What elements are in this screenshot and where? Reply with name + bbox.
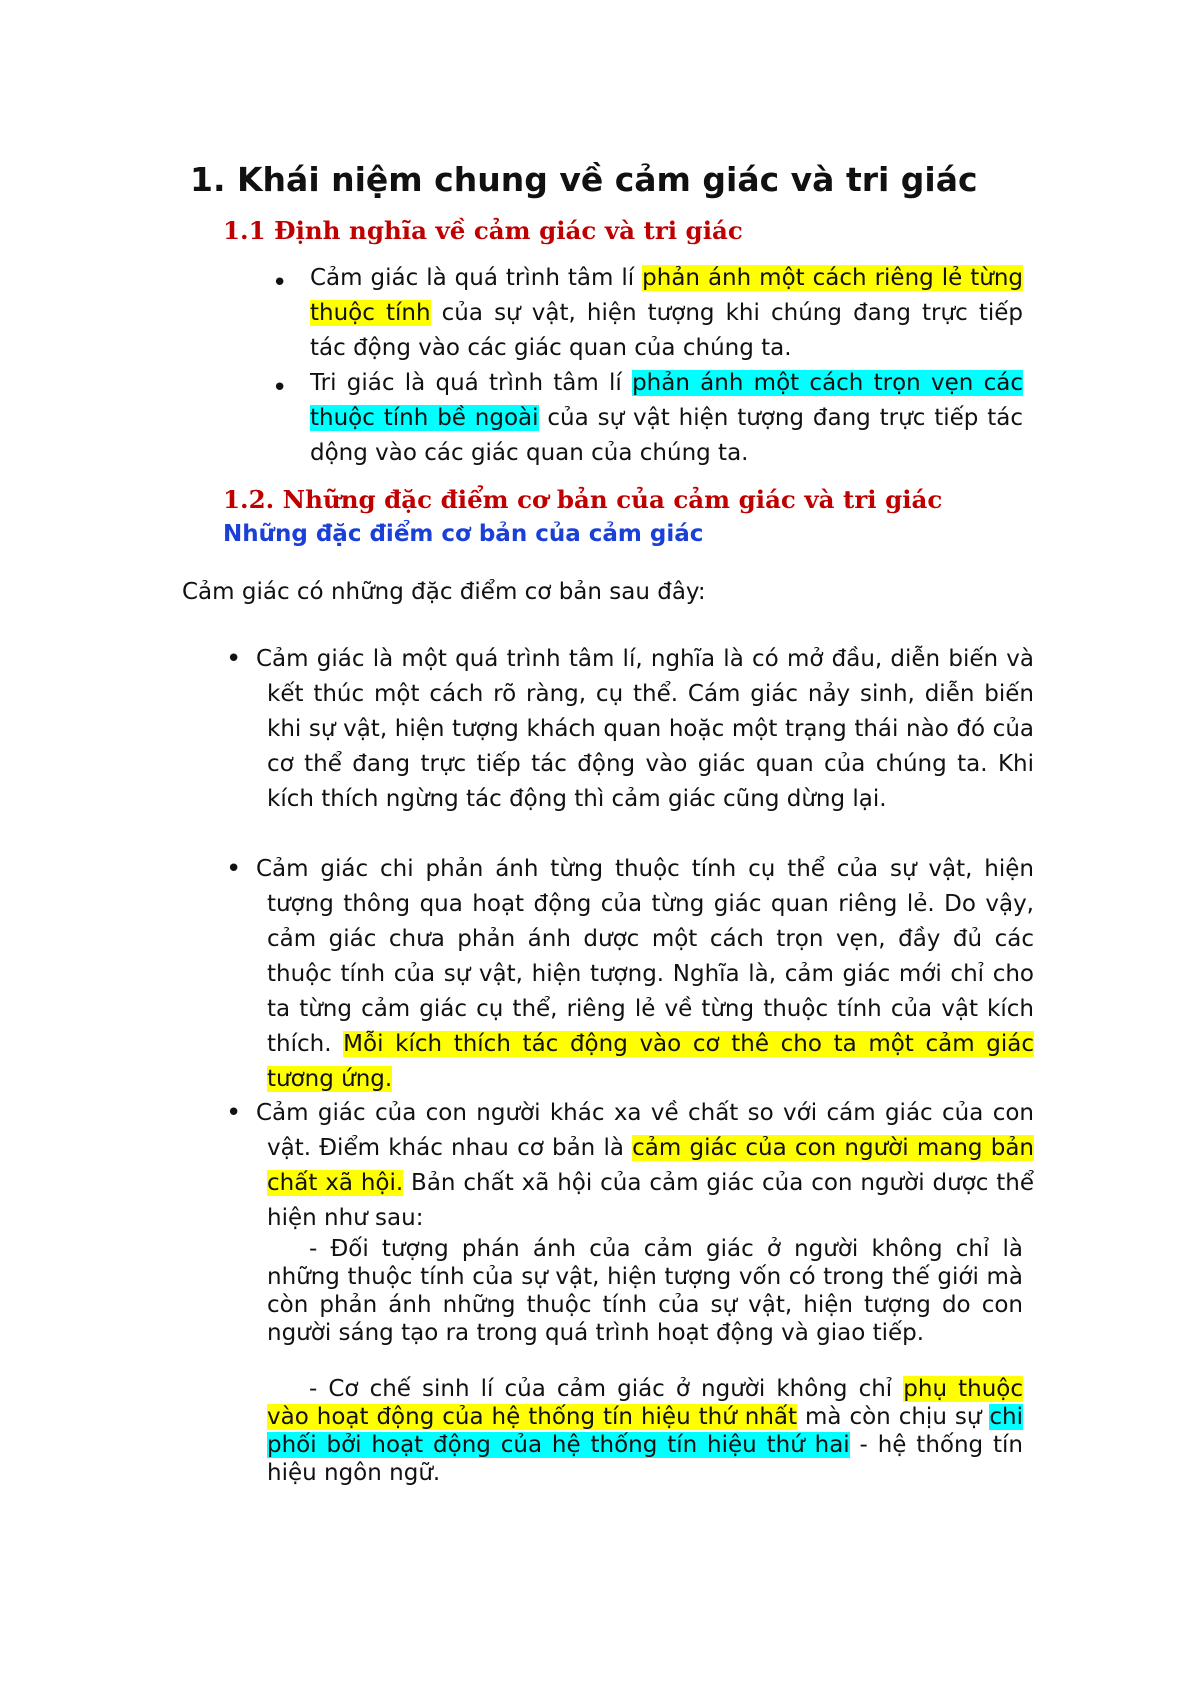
highlight-cyan: chi phối bởi hoạt động của hệ thống tín hiệu thứ hai xyxy=(267,1404,1023,1458)
text: Cảm giác là quá trình tâm lí xyxy=(310,265,643,291)
highlight-yellow: Mỗi kích thích tác động vào cơ thê cho ta một cảm giác tương ứng. xyxy=(267,1031,1034,1092)
highlight-yellow: phụ thuộc vào hoạt động của hệ thống tín hiệu thứ nhất xyxy=(267,1376,1023,1430)
bullet-icon: • xyxy=(226,854,242,884)
subheading-sensation: Những đặc điểm cơ bản của cảm giác xyxy=(223,521,704,547)
main-heading: 1. Khái niệm chung về cảm giác và tri giác xyxy=(190,160,978,199)
text: Cảm giác của con người khác xa về chất so với cám giác của con vật. Điểm khác nhau cơ bản là xyxy=(256,1100,1034,1161)
text: Bản chất xã hội của cảm giác của con người dược thể hiện như sau: xyxy=(267,1170,1035,1231)
lead-paragraph: Cảm giác có những đặc điểm cơ bản sau đây: xyxy=(182,579,706,605)
text: mà còn chịu sự xyxy=(797,1404,990,1430)
bullet-icon: • xyxy=(226,1098,242,1128)
highlight-yellow: cảm giác của con người mang bản chất xã hội. xyxy=(267,1135,1034,1196)
text: Tri giác là quá trình tâm lí xyxy=(310,370,633,396)
definition-perception-whole xyxy=(310,366,1023,471)
bullet-icon: • xyxy=(226,644,242,674)
text: - Cơ chế sinh lí của cảm giác ở người không chỉ xyxy=(309,1376,904,1402)
feature-item-1: Cảm giác là một quá trình tâm lí, nghĩa là có mở đầu, diễn biến và kết thúc một cách rõ ràng, cụ thể. Cám giác nảy sinh, diễn biến khi sự vật, hiện tượng khách quan hoặc một trạng thái nào đó của cơ thể đang trực tiếp tác động vào giác quan của chúng ta. Khi kích thích ngừng tác động thì cảm giác cũng dừng lại. xyxy=(256,646,1034,812)
text: Cảm giác chi phản ánh từng thuộc tính cụ thể của sự vật, hiện tượng thông qua hoạt động của từng giác quan riêng lẻ. Do vậy, cảm giác chưa phản ánh dược một cách trọn vẹn, đầy đủ các thuộc tính của sự vật, hiện tượng. Nghĩa là, cảm giác mới chỉ cho ta từng cảm giác cụ thể, riêng lẻ về từng thuộc tính của vật kích thích. xyxy=(256,856,1034,1057)
sub-point-1: - Đối tượng phán ánh của cảm giác ở người không chỉ là những thuộc tính của sự vật, hiện tượng vốn có trong thế giới mà còn phản ánh những thuộc tính của sự vật, hiện tượng do con người sáng tạo ra trong quá trình hoạt động và giao tiếp. xyxy=(267,1236,1023,1346)
definition-perception-sensation xyxy=(310,261,1023,366)
text: của sự vật, hiện tượng khi chúng đang trực tiếp tác động vào các giác quan của chúng ta. xyxy=(310,300,1023,361)
section-heading-1-2: 1.2. Những đặc điểm cơ bản của cảm giác và tri giác xyxy=(223,485,943,514)
bullet-icon: • xyxy=(272,373,288,403)
bullet-icon: • xyxy=(272,268,288,298)
sub-point-2 xyxy=(267,1375,1023,1487)
highlight-yellow: phản ánh một cách riêng lẻ từng thuộc tính xyxy=(310,265,1023,326)
highlight-cyan: phản ánh một cách trọn vẹn các thuộc tính bề ngoài xyxy=(310,370,1023,431)
text: của sự vật hiện tượng đang trực tiếp tác dộng vào các giác quan của chúng ta. xyxy=(310,405,1023,466)
feature-item-3 xyxy=(256,1096,1034,1236)
section-heading-1-1: 1.1 Định nghĩa về cảm giác và tri giác xyxy=(223,216,743,245)
text: - hệ thống tín hiệu ngôn ngữ. xyxy=(267,1432,1023,1486)
feature-item-2 xyxy=(256,852,1034,1097)
